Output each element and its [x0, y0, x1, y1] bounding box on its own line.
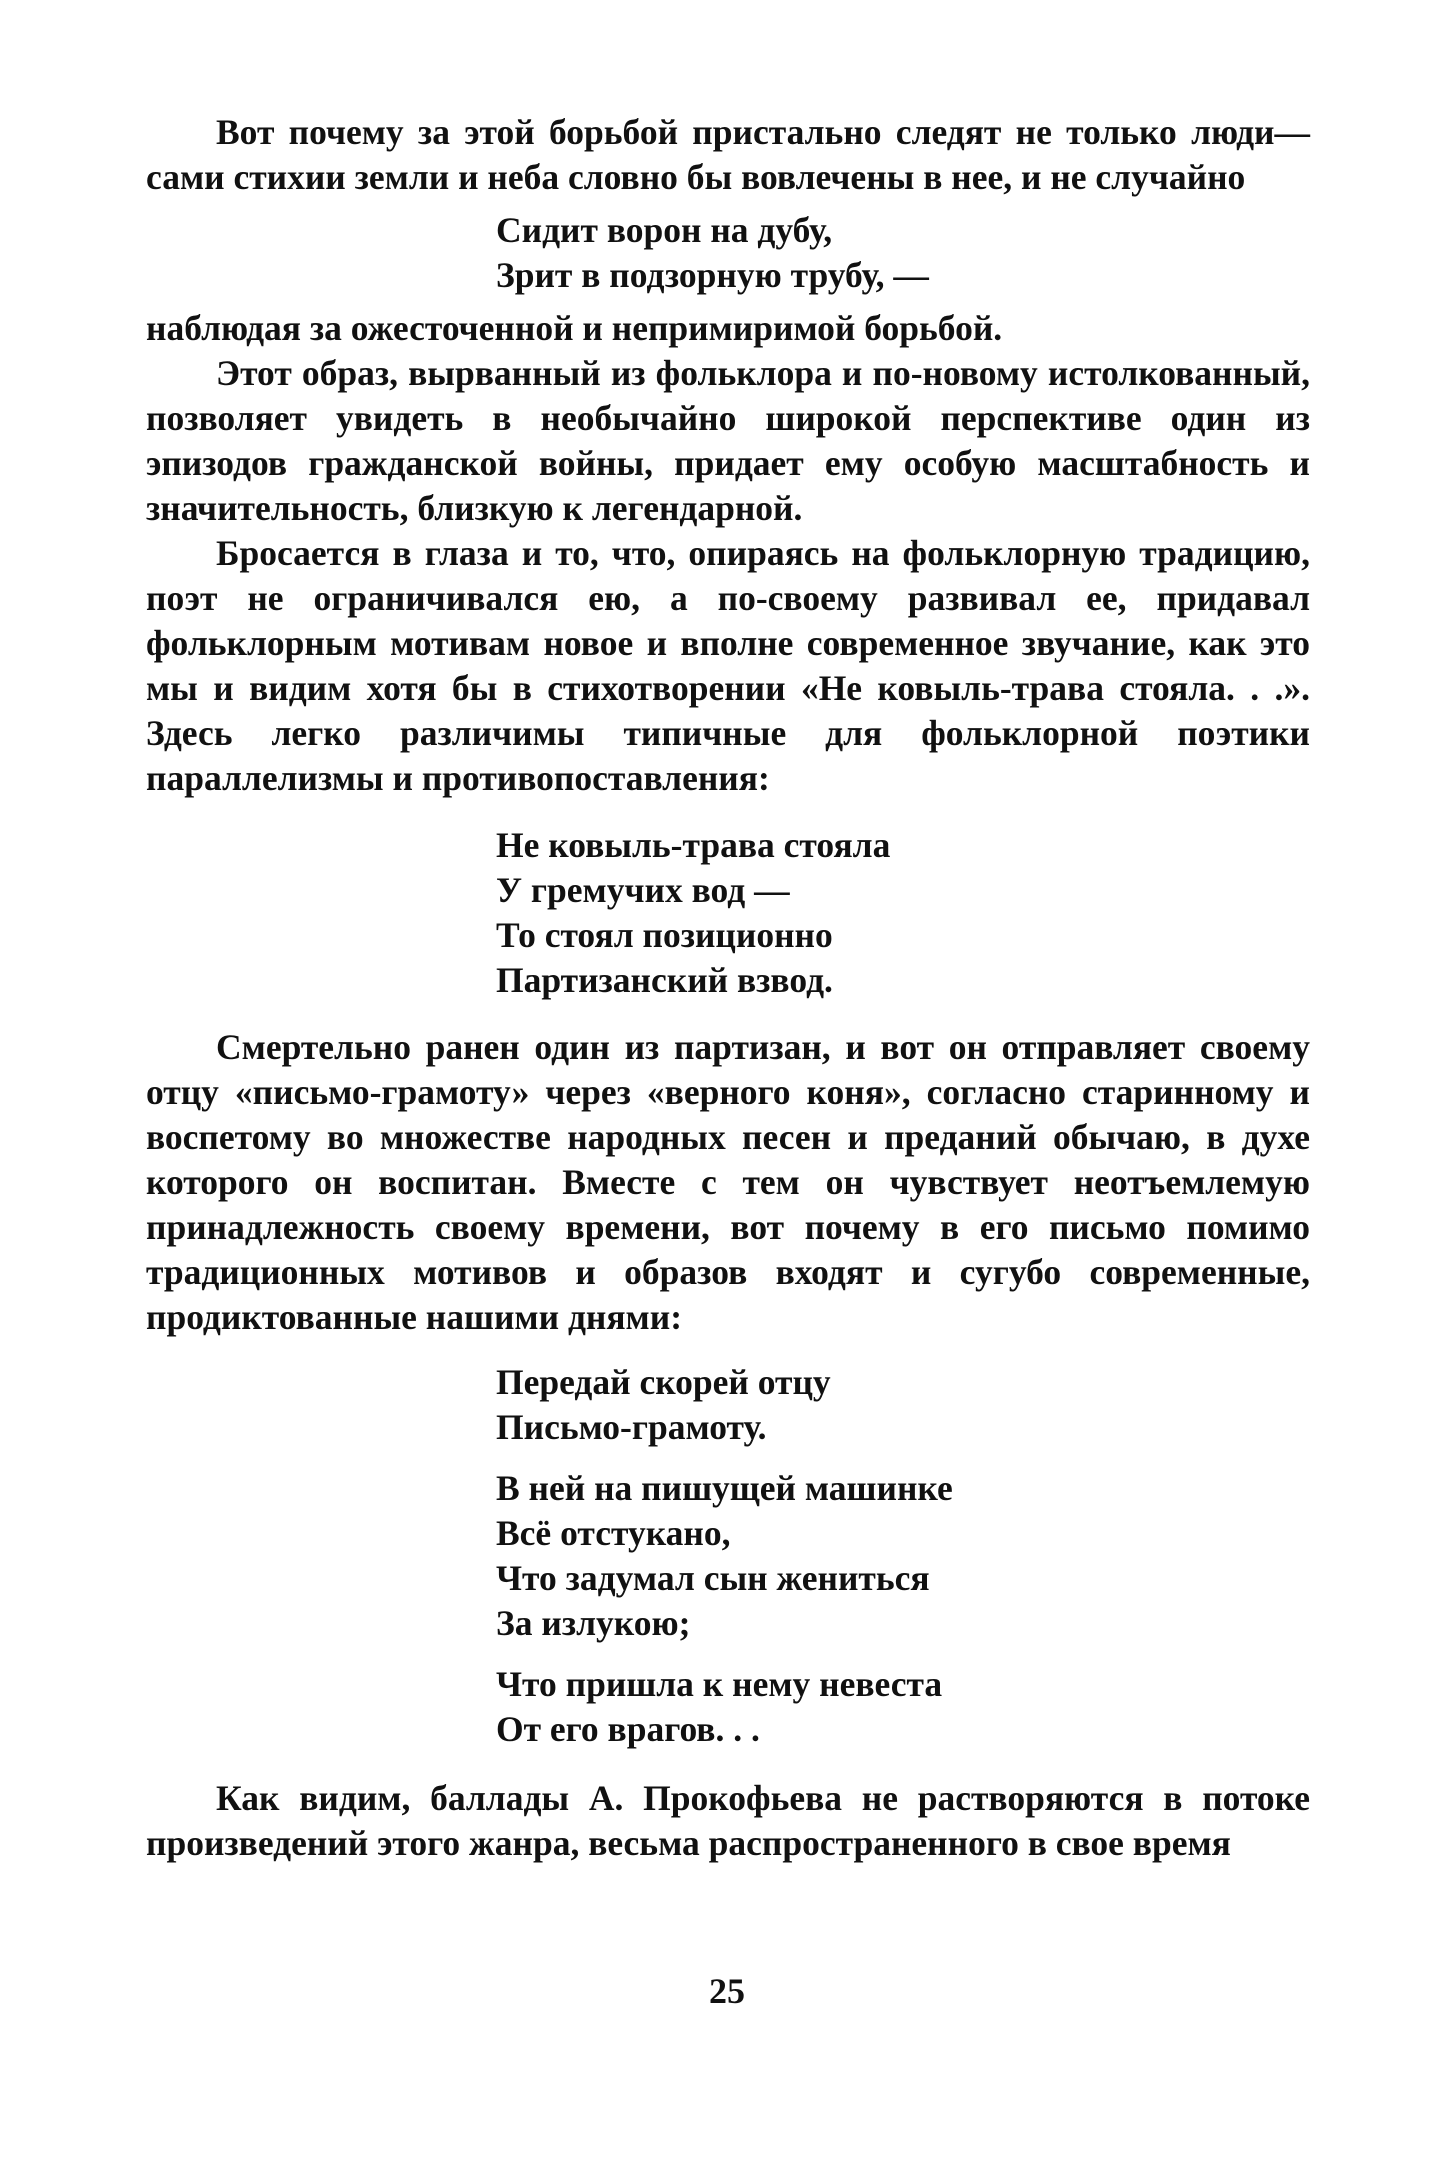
verse-line: Зрит в подзорную трубу, —: [496, 255, 929, 295]
verse-letter-3: [146, 1662, 1310, 1752]
verse-line: У гремучих вод —: [496, 870, 790, 910]
verse-line: То стоял позиционно: [496, 915, 833, 955]
verse-line: От его врагов. . .: [496, 1709, 760, 1749]
paragraph-4: Бросается в глаза и то, что, опираясь на фольклорную традицию, поэт не ограничивался ею, а по-своему развивал ее, придавал фольклорным мотивам новое и вполне современное звучание, как это мы и видим хотя бы в стихотворении «Не ковыль-трава стояла. . .». Здесь легко различимы типичные для фольклорной поэтики параллелизмы и противопоставления:: [146, 533, 1310, 798]
verse-kovyl: [146, 823, 1310, 1003]
verse-line: За излукою;: [496, 1603, 691, 1643]
verse-line: Всё отстукано,: [496, 1513, 731, 1553]
verse-line: В ней на пишущей машинке: [496, 1468, 953, 1508]
paragraph-6: Как видим, баллады А. Прокофьева не растворяются в потоке произведений этого жанра, весьма распространенного в свое время: [146, 1778, 1310, 1863]
paragraph-3: Этот образ, вырванный из фольклора и по-новому истолкованный, позволяет увидеть в необычайно широкой перспективе один из эпизодов гражданской войны, придает ему особую масштабность и значительность, близкую к легендарной.: [146, 353, 1310, 528]
paragraph-1: Вот почему за этой борьбой пристально следят не только люди— сами стихии земли и неба словно бы вовлечены в нее, и не случайно: [146, 112, 1310, 197]
paragraph-5: Смертельно ранен один из партизан, и вот он отправляет своему отцу «письмо-грамоту» через «верного коня», согласно старинному и воспетому во множестве народных песен и преданий обычаю, в духе которого он воспитан. Вместе с тем он чувствует неотъемлемую принадлежность своему времени, вот почему в его письмо помимо традиционных мотивов и образов входят и сугубо современные, продиктованные нашими днями:: [146, 1027, 1310, 1337]
verse-letter-2: [146, 1466, 1310, 1646]
page-number: 25: [709, 1971, 745, 2011]
verse-line: Передай скорей отцу: [496, 1362, 831, 1402]
verse-raven: [146, 208, 1310, 298]
verse-line: Что пришла к нему невеста: [496, 1664, 943, 1704]
verse-line: Что задумал сын жениться: [496, 1558, 930, 1598]
page-body: [146, 110, 1310, 1866]
verse-line: Письмо-грамоту.: [496, 1407, 767, 1447]
verse-line: Сидит ворон на дубу,: [496, 210, 833, 250]
verse-line: Партизанский взвод.: [496, 960, 833, 1000]
paragraph-2: наблюдая за ожесточенной и непримиримой борьбой.: [146, 308, 1003, 348]
verse-letter-1: [146, 1360, 1310, 1450]
verse-line: Не ковыль-трава стояла: [496, 825, 891, 865]
